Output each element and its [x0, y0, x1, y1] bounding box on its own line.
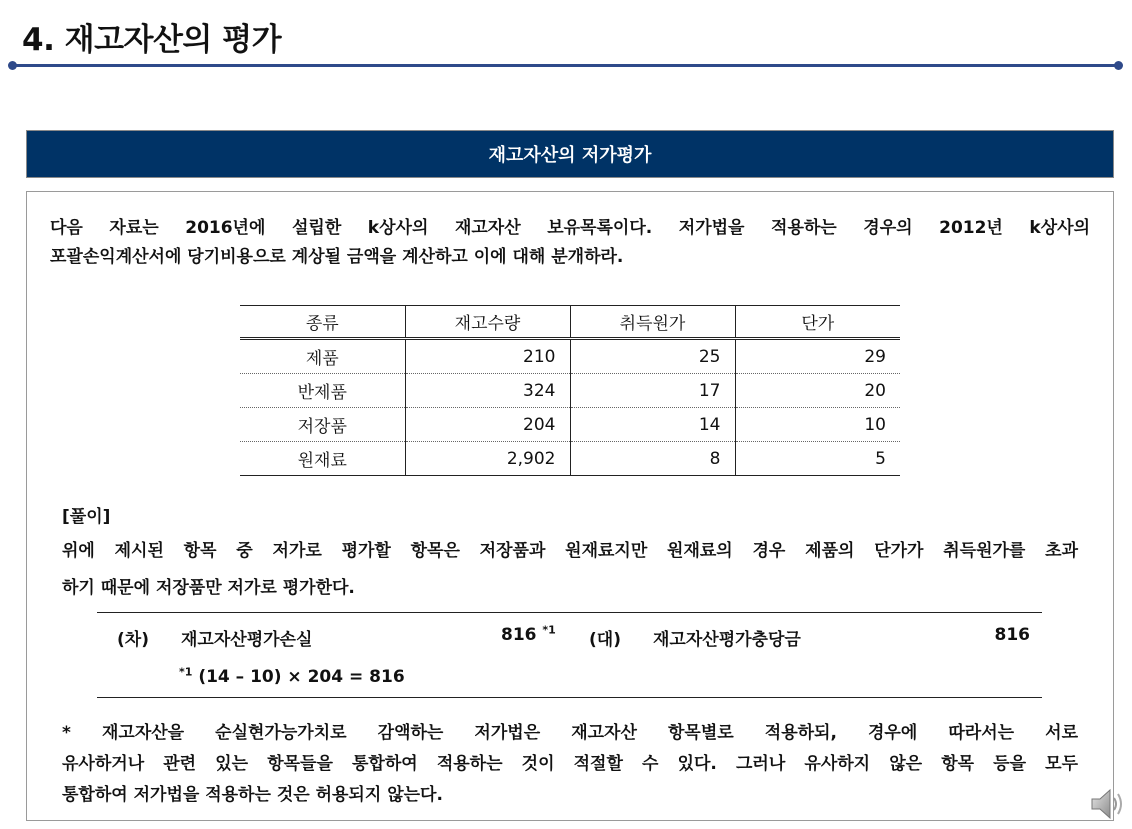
divider-right-dot: [1114, 61, 1123, 70]
cell-quantity: 210: [405, 339, 570, 374]
cell-cost: 17: [570, 374, 735, 408]
credit-label: (대): [589, 630, 621, 650]
problem-line-1: 다음 자료는 2016년에 설립한 k상사의 재고자산 보유목록이다. 저가법을 적용하는 경우의 2012년 k상사의: [50, 218, 1090, 238]
note-text: [62, 718, 1078, 811]
journal-entry: [97, 612, 1042, 698]
footnote-mark: *1: [179, 665, 193, 679]
table-row: [240, 408, 900, 442]
title-divider: [12, 64, 1118, 67]
cell-cost: 14: [570, 408, 735, 442]
column-header-cost: 취득원가: [570, 306, 735, 339]
table-row: [240, 339, 900, 374]
note-line-1: * 재고자산을 순실현가능가치로 감액하는 저가법은 재고자산 항목별로 적용하되, 경우에 따라서는 서로: [62, 723, 1078, 743]
note-line-3: 통합하여 저가법을 적용하는 것은 허용되지 않는다.: [62, 785, 443, 805]
solution-line-2: 하기 때문에 저장품만 저가로 평가한다.: [62, 578, 355, 598]
table-header-row: [240, 306, 900, 339]
page-title: 4. 재고자산의 평가: [22, 22, 282, 58]
cell-kind: 제품: [240, 339, 405, 374]
problem-statement: [50, 214, 1090, 272]
cell-cost: 25: [570, 339, 735, 374]
table-row: [240, 374, 900, 408]
cell-kind: 원재료: [240, 442, 405, 476]
credit-account: 재고자산평가충당금: [653, 630, 801, 650]
note-line-2: 유사하거나 관련 있는 항목들을 통합하여 적용하는 것이 적절할 수 있다. 그러나 유사하지 않은 항목 등을 모두: [62, 754, 1078, 774]
solution-line-1: 위에 제시된 항목 중 저가로 평가할 항목은 저장품과 원재료지만 원재료의 경우 제품의 단가가 취득원가를 초과: [62, 541, 1078, 561]
divider-left-dot: [8, 61, 17, 70]
cell-kind: 저장품: [240, 408, 405, 442]
debit-footnote-mark: *1: [542, 623, 556, 637]
debit-account: 재고자산평가손실: [181, 630, 313, 650]
solution-text: [62, 533, 1078, 607]
cell-unit-price: 20: [735, 374, 900, 408]
journal-footnote: [179, 667, 405, 687]
column-header-unit-price: 단가: [735, 306, 900, 339]
column-header-quantity: 재고수량: [405, 306, 570, 339]
credit-amount: 816: [994, 625, 1030, 645]
table-row: [240, 442, 900, 476]
cell-unit-price: 10: [735, 408, 900, 442]
cell-unit-price: 5: [735, 442, 900, 476]
debit-amount-value: 816: [501, 625, 537, 645]
cell-unit-price: 29: [735, 339, 900, 374]
speaker-icon[interactable]: [1088, 784, 1128, 824]
footnote-text: (14 – 10) × 204 = 816: [198, 667, 405, 687]
debit-amount: [501, 625, 556, 645]
cell-kind: 반제품: [240, 374, 405, 408]
cell-quantity: 324: [405, 374, 570, 408]
column-header-kind: 종류: [240, 306, 405, 339]
inventory-table: [240, 305, 900, 476]
box-header: [26, 130, 1114, 178]
cell-cost: 8: [570, 442, 735, 476]
problem-line-2: 포괄손익계산서에 당기비용으로 계상될 금액을 계산하고 이에 대해 분개하라.: [50, 247, 624, 267]
solution-label: [풀이]: [62, 507, 111, 527]
cell-quantity: 2,902: [405, 442, 570, 476]
box-header-title: 재고자산의 저가평가: [488, 145, 652, 166]
cell-quantity: 204: [405, 408, 570, 442]
debit-label: (차): [117, 630, 149, 650]
